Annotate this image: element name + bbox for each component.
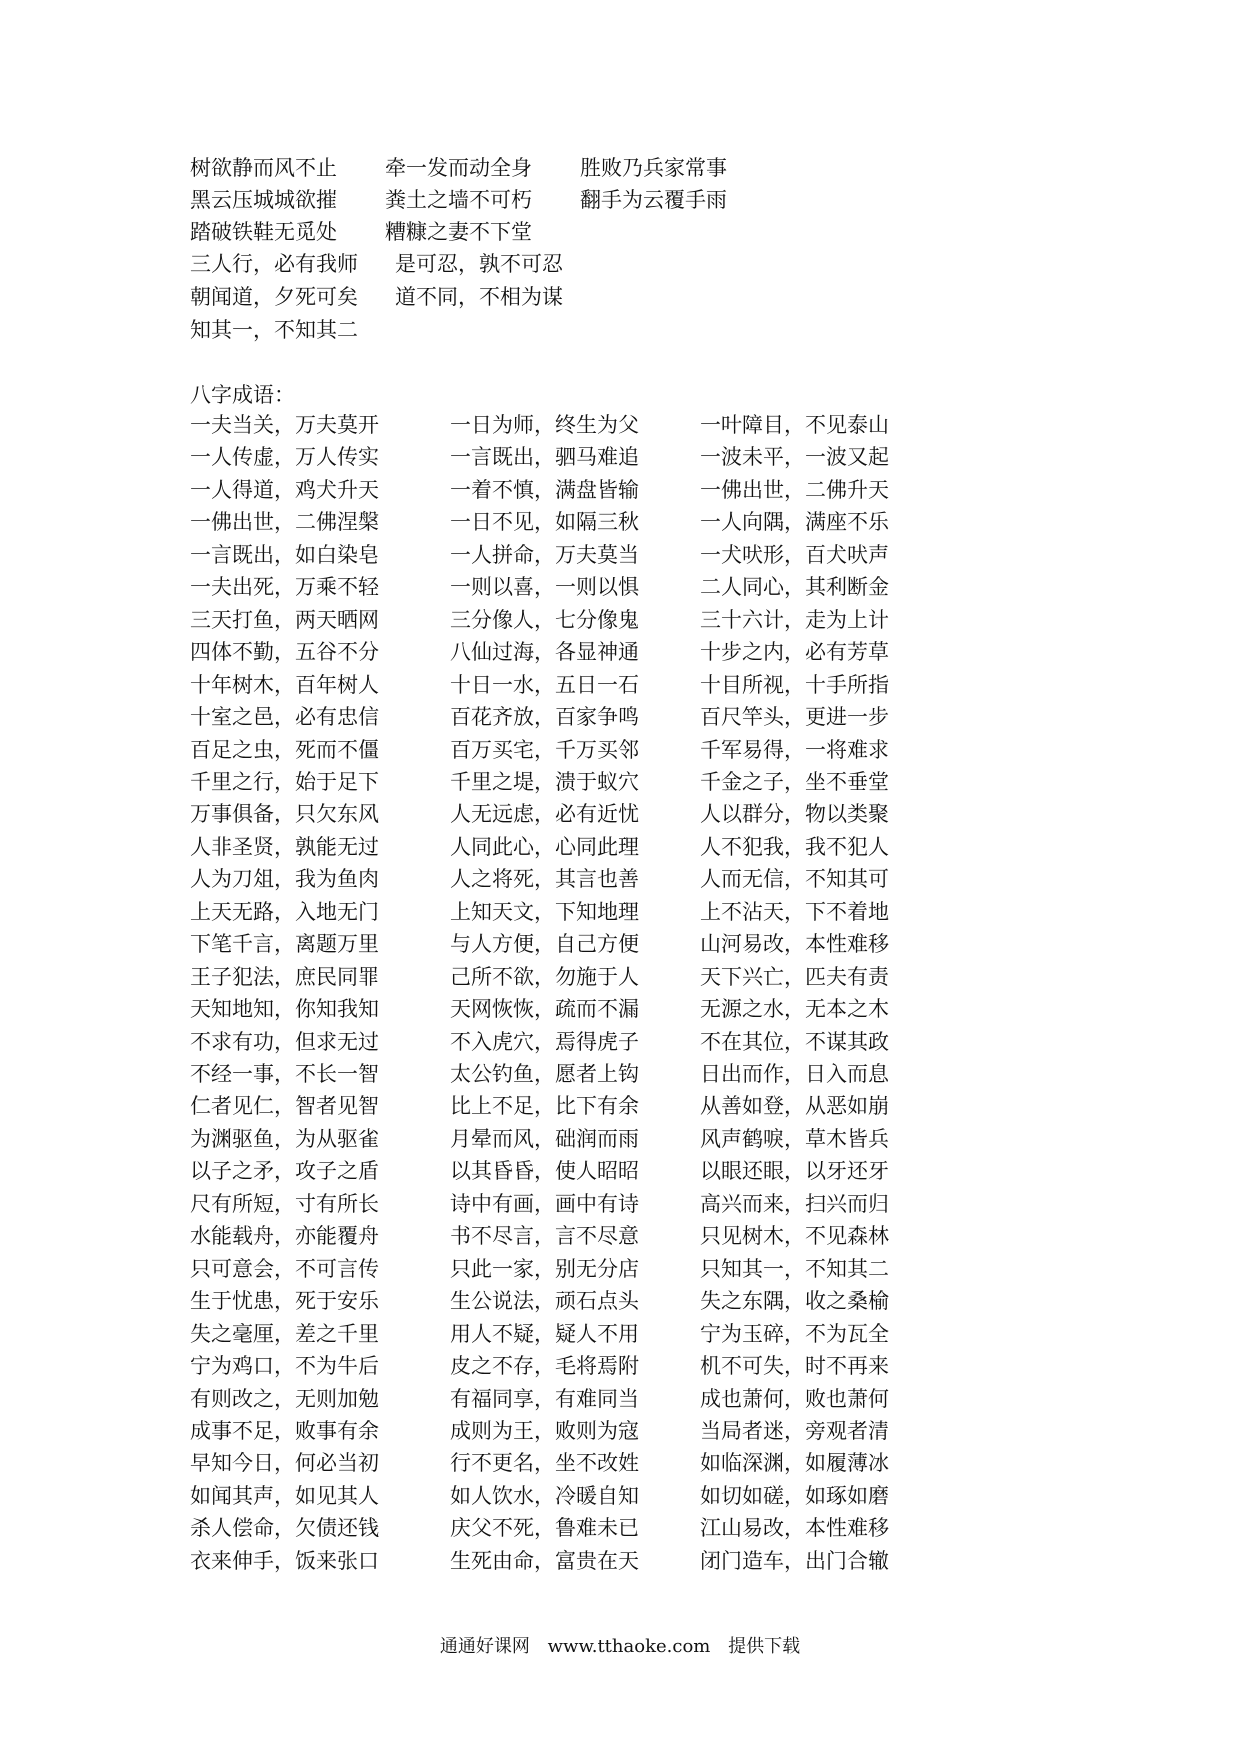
idiom-text: 比上不足，比下有余	[450, 1094, 639, 1118]
idiom-text: 十室之邑，必有忠信	[190, 705, 379, 729]
idiom-text: 翻手为云覆手雨	[580, 188, 727, 212]
idiom-text: 粪土之墙不可朽	[385, 188, 532, 212]
idiom-text: 如人饮水，冷暖自知	[450, 1484, 639, 1508]
idiom-text: 天下兴亡，匹夫有责	[700, 965, 889, 989]
idiom-text: 早知今日，何必当初	[190, 1451, 379, 1475]
idiom-text: 人非圣贤，孰能无过	[190, 835, 379, 859]
idiom-text: 闭门造车，出门合辙	[700, 1549, 889, 1573]
idiom-text: 一言既出，驷马难追	[450, 445, 639, 469]
idiom-text: 以其昏昏，使人昭昭	[450, 1159, 639, 1183]
idiom-text: 不经一事，不长一智	[190, 1062, 379, 1086]
idiom-text: 八仙过海，各显神通	[450, 640, 639, 664]
idiom-text: 只可意会，不可言传	[190, 1257, 379, 1281]
idiom-text: 黑云压城城欲摧	[190, 188, 337, 212]
idiom-text: 仁者见仁，智者见智	[190, 1094, 379, 1118]
idiom-text: 一佛出世，二佛涅槃	[190, 510, 379, 534]
idiom-text: 牵一发而动全身	[385, 156, 532, 180]
idiom-text: 知其一，不知其二	[190, 318, 358, 342]
idiom-text: 天知地知，你知我知	[190, 997, 379, 1021]
idiom-text: 千里之行，始于足下	[190, 770, 379, 794]
idiom-text: 当局者迷，旁观者清	[700, 1419, 889, 1443]
idiom-text: 上不沾天，下不着地	[700, 900, 889, 924]
idiom-text: 用人不疑，疑人不用	[450, 1322, 639, 1346]
idiom-text: 十步之内，必有芳草	[700, 640, 889, 664]
idiom-text: 万事俱备，只欠东风	[190, 802, 379, 826]
idiom-text: 百花齐放，百家争鸣	[450, 705, 639, 729]
idiom-text: 成也萧何，败也萧何	[700, 1387, 889, 1411]
idiom-text: 宁为鸡口，不为牛后	[190, 1354, 379, 1378]
idiom-text: 江山易改，本性难移	[700, 1516, 889, 1540]
footer-note: 提供下载	[728, 1636, 801, 1657]
idiom-text: 水能载舟，亦能覆舟	[190, 1224, 379, 1248]
idiom-text: 一叶障目，不见泰山	[700, 413, 889, 437]
idiom-text: 下笔千言，离题万里	[190, 932, 379, 956]
idiom-text: 己所不欲，勿施于人	[450, 965, 639, 989]
idiom-text: 人无远虑，必有近忧	[450, 802, 639, 826]
idiom-text: 庆父不死，鲁难未已	[450, 1516, 639, 1540]
idiom-text: 不求有功，但求无过	[190, 1030, 379, 1054]
idiom-text: 百尺竿头，更进一步	[700, 705, 889, 729]
idiom-text: 一着不慎，满盘皆输	[450, 478, 639, 502]
idiom-text: 书不尽言，言不尽意	[450, 1224, 639, 1248]
idiom-text: 衣来伸手，饭来张口	[190, 1549, 379, 1573]
idiom-text: 三分像人，七分像鬼	[450, 608, 639, 632]
idiom-text: 上天无路，入地无门	[190, 900, 379, 924]
idiom-text: 一夫当关，万夫莫开	[190, 413, 379, 437]
idiom-text: 一人拼命，万夫莫当	[450, 543, 639, 567]
idiom-text: 失之毫厘，差之千里	[190, 1322, 379, 1346]
idiom-text: 三人行，必有我师	[190, 252, 358, 276]
footer-site-name: 通通好课网	[439, 1636, 530, 1657]
idiom-text: 风声鹤唳，草木皆兵	[700, 1127, 889, 1151]
idiom-text: 生死由命，富贵在天	[450, 1549, 639, 1573]
idiom-text: 山河易改，本性难移	[700, 932, 889, 956]
idiom-text: 日出而作，日入而息	[700, 1062, 889, 1086]
idiom-text: 三十六计，走为上计	[700, 608, 889, 632]
idiom-text: 只此一家，别无分店	[450, 1257, 639, 1281]
idiom-text: 踏破铁鞋无觅处	[190, 220, 337, 244]
idiom-text: 以子之矛，攻子之盾	[190, 1159, 379, 1183]
idiom-text: 只见树木，不见森林	[700, 1224, 889, 1248]
idiom-text: 十年树木，百年树人	[190, 673, 379, 697]
idiom-text: 一日不见，如隔三秋	[450, 510, 639, 534]
idiom-text: 与人方便，自己方便	[450, 932, 639, 956]
idiom-text: 失之东隅，收之桑榆	[700, 1289, 889, 1313]
page-footer	[0, 1638, 1240, 1656]
idiom-text: 不入虎穴，焉得虎子	[450, 1030, 639, 1054]
idiom-text: 尺有所短，寸有所长	[190, 1192, 379, 1216]
idiom-text: 生于忧患，死于安乐	[190, 1289, 379, 1313]
idiom-text: 太公钓鱼，愿者上钩	[450, 1062, 639, 1086]
idiom-text: 成事不足，败事有余	[190, 1419, 379, 1443]
footer-url: www.tthaoke.com	[547, 1636, 711, 1657]
idiom-text: 是可忍，孰不可忍	[395, 252, 563, 276]
idiom-text: 一日为师，终生为父	[450, 413, 639, 437]
idiom-text: 树欲静而风不止	[190, 156, 337, 180]
idiom-text: 王子犯法，庶民同罪	[190, 965, 379, 989]
idiom-text: 糟糠之妻不下堂	[385, 220, 532, 244]
idiom-text: 十目所视，十手所指	[700, 673, 889, 697]
idiom-text: 四体不勤，五谷不分	[190, 640, 379, 664]
idiom-text: 行不更名，坐不改姓	[450, 1451, 639, 1475]
idiom-text: 皮之不存，毛将焉附	[450, 1354, 639, 1378]
idiom-text: 千军易得，一将难求	[700, 738, 889, 762]
idiom-text: 无源之水，无本之木	[700, 997, 889, 1021]
idiom-text: 如临深渊，如履薄冰	[700, 1451, 889, 1475]
idiom-text: 人不犯我，我不犯人	[700, 835, 889, 859]
idiom-text: 杀人偿命，欠债还钱	[190, 1516, 379, 1540]
idiom-text: 月晕而风，础润而雨	[450, 1127, 639, 1151]
section-heading: 八字成语：	[190, 383, 295, 407]
idiom-text: 一佛出世，二佛升天	[700, 478, 889, 502]
idiom-text: 以眼还眼，以牙还牙	[700, 1159, 889, 1183]
idiom-text: 一夫出死，万乘不轻	[190, 575, 379, 599]
idiom-text: 百万买宅，千万买邻	[450, 738, 639, 762]
idiom-text: 胜败乃兵家常事	[580, 156, 727, 180]
idiom-text: 一人传虚，万人传实	[190, 445, 379, 469]
idiom-text: 只知其一，不知其二	[700, 1257, 889, 1281]
idiom-text: 有福同享，有难同当	[450, 1387, 639, 1411]
idiom-text: 上知天文，下知地理	[450, 900, 639, 924]
idiom-text: 二人同心，其利断金	[700, 575, 889, 599]
idiom-text: 人为刀俎，我为鱼肉	[190, 867, 379, 891]
idiom-text: 成则为王，败则为寇	[450, 1419, 639, 1443]
idiom-text: 宁为玉碎，不为瓦全	[700, 1322, 889, 1346]
idiom-text: 从善如登，从恶如崩	[700, 1094, 889, 1118]
idiom-text: 一人向隅，满座不乐	[700, 510, 889, 534]
idiom-text: 一犬吠形，百犬吠声	[700, 543, 889, 567]
idiom-text: 人同此心，心同此理	[450, 835, 639, 859]
idiom-text: 生公说法，顽石点头	[450, 1289, 639, 1313]
idiom-text: 人之将死，其言也善	[450, 867, 639, 891]
idiom-text: 一波未平，一波又起	[700, 445, 889, 469]
idiom-text: 朝闻道，夕死可矣	[190, 285, 358, 309]
idiom-text: 千里之堤，溃于蚁穴	[450, 770, 639, 794]
idiom-text: 十日一水，五日一石	[450, 673, 639, 697]
idiom-text: 一言既出，如白染皂	[190, 543, 379, 567]
idiom-text: 为渊驱鱼，为从驱雀	[190, 1127, 379, 1151]
idiom-text: 道不同，不相为谋	[395, 285, 563, 309]
idiom-text: 如切如磋，如琢如磨	[700, 1484, 889, 1508]
idiom-text: 千金之子，坐不垂堂	[700, 770, 889, 794]
idiom-text: 一人得道，鸡犬升天	[190, 478, 379, 502]
idiom-text: 不在其位，不谋其政	[700, 1030, 889, 1054]
idiom-text: 高兴而来，扫兴而归	[700, 1192, 889, 1216]
idiom-text: 如闻其声，如见其人	[190, 1484, 379, 1508]
idiom-text: 有则改之，无则加勉	[190, 1387, 379, 1411]
idiom-text: 百足之虫，死而不僵	[190, 738, 379, 762]
idiom-text: 天网恢恢，疏而不漏	[450, 997, 639, 1021]
idiom-text: 诗中有画，画中有诗	[450, 1192, 639, 1216]
idiom-text: 一则以喜，一则以惧	[450, 575, 639, 599]
idiom-text: 人而无信，不知其可	[700, 867, 889, 891]
idiom-text: 三天打鱼，两天晒网	[190, 608, 379, 632]
idiom-text: 人以群分，物以类聚	[700, 802, 889, 826]
idiom-text: 机不可失，时不再来	[700, 1354, 889, 1378]
